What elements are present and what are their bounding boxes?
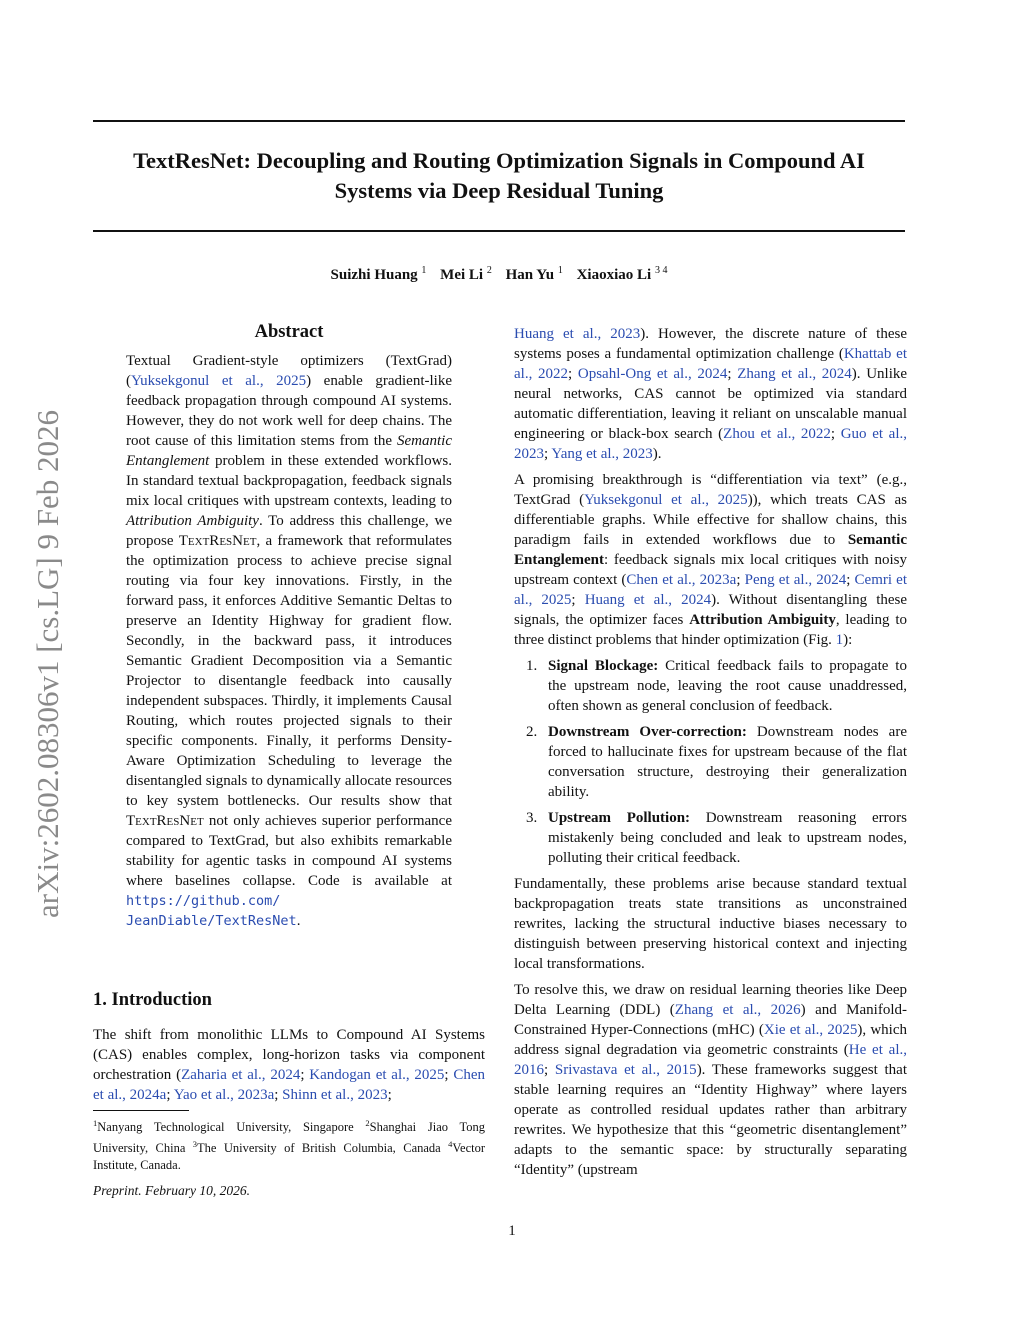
affiliation-footnote: $^1$Nanyang Technological University, Singapore $^2$Shanghai Jiao Tong University, China $^3$The University of British Columbia, Canada $^4$Vector Institute, Canada.: [93, 1118, 486, 1173]
author: Xiaoxiao Li $^{3 4}$: [576, 265, 668, 283]
author: Han Yu $^1$: [505, 265, 563, 283]
method-name: TextResNet: [126, 813, 204, 829]
citation-link[interactable]: Zaharia et al., 2024: [181, 1067, 301, 1083]
introduction-heading: 1. Introduction: [93, 990, 212, 1010]
citation-link[interactable]: Yuksekgonul et al., 2025: [584, 492, 748, 508]
citation-link[interactable]: Shinn et al., 2023: [282, 1087, 388, 1103]
code-url-link[interactable]: https://github.com/: [126, 893, 281, 909]
abstract-text: Textual Gradient-style optimizers (TextGrad) (Yuksekgonul et al., 2025) enable gradient-like feedback propagation through compound AI systems. However, they do not work well for deep chains. The root cause of this limitation stems from the Semantic Entanglement problem in these extended workflows. In standard textual backpropagation, feedback signals mix local critiques with upstream contexts, leading to Attribution Ambiguity. To address this challenge, we propose TextResNet, a framework that reformulates the optimization process to achieve precise signal routing via four key innovations. Firstly, in the forward pass, it enforces Additive Semantic Deltas to preserve an Identity Highway for gradient flow. Secondly, in the backward pass, it introduces Semantic Gradient Decomposition via a Semantic Projector to disentangle feedback into causally independent subspaces. Thirdly, it implements Causal Routing, which routes projected signals to their specific components. Finally, it performs Density-Aware Optimization Scheduling to leverage the disentangled signals to dynamically allocate resources to key system bottlenecks. Our results show that TextResNet not only achieves superior performance compared to TextGrad, but also exhibits remarkable stability for agentic tasks in compound AI systems where baselines collapse. Code is available at https://github.com/ JeanDiable/TextResNet.: [126, 353, 452, 929]
citation-link[interactable]: Yao et al., 2023a: [173, 1087, 275, 1103]
citation-link[interactable]: Chen et al., 2023a: [626, 572, 737, 588]
citation-link[interactable]: Zhang et al., 2026: [674, 1002, 801, 1018]
author-list: [93, 265, 905, 284]
problem-list: [514, 656, 907, 868]
citation-link[interactable]: Zhou et al., 2022: [723, 426, 831, 442]
page-number: 1: [508, 1223, 516, 1239]
citation-link[interactable]: Kandogan et al., 2025: [309, 1067, 445, 1083]
title-line-2: Systems via Deep Residual Tuning: [334, 178, 664, 203]
list-item: 1. Signal Blockage: Critical feedback fails to propagate to the upstream node, leaving the root cause unaddressed, often shown as general conclusion of feedback.: [526, 658, 907, 714]
list-item: 3. Upstream Pollution: Downstream reasoning errors mistakenly being concluded and leak to upstream nodes, polluting their critical feedback.: [526, 810, 907, 866]
author: Mei Li $^2$: [440, 265, 492, 283]
introduction-section: [93, 988, 485, 1105]
right-column: [514, 324, 907, 1186]
list-item: 2. Downstream Over-correction: Downstream nodes are forced to hallucinate fixes for upstream because of the flat conversation structure, destroying their generalization ability.: [526, 724, 907, 800]
citation-link[interactable]: Peng et al., 2024: [744, 572, 847, 588]
abstract-section: [126, 320, 452, 931]
citation-link[interactable]: Opsahl-Ong et al., 2024: [577, 366, 728, 382]
author: Suizhi Huang $^1$: [330, 265, 427, 283]
citation-link[interactable]: He et al., 2016: [514, 1042, 908, 1078]
citation-link[interactable]: Huang et al., 2024: [584, 592, 712, 608]
footnote-rule: [93, 1110, 189, 1111]
citation-link[interactable]: Chen et al., 2024a: [93, 1067, 485, 1103]
paragraph: To resolve this, we draw on residual learning theories like Deep Delta Learning (DDL) (Zhang et al., 2026) and Manifold-Constrained Hyper-Connections (mHC) (Xie et al., 2025), which address signal degradation via geometric constraints (He et al., 2016; Srivastava et al., 2015). These frameworks suggest that stable learning requires an “Identity Highway” where layers operate as controlled residual updates rather than arbitrary rewrites. We hypothesize that this “geometric disentanglement” adapts to the semantic space: by structurally separating “Identity” (upstream: [514, 982, 908, 1178]
citation-link[interactable]: Zhang et al., 2024: [737, 366, 852, 382]
title-rule-top: [93, 120, 905, 122]
citation-link[interactable]: Xie et al., 2025: [763, 1022, 858, 1038]
citation-link[interactable]: Huang et al., 2023: [514, 326, 641, 342]
citation-link[interactable]: Cemri et al., 2025: [514, 572, 907, 608]
paragraph: A promising breakthrough is “differentiation via text” (e.g., TextGrad (Yuksekgonul et al., 2025)), which treats CAS as differentiable graphs. While effective for shallow chains, this paradigm fails in extended workflows due to Semantic Entanglement: feedback signals mix local critiques with noisy upstream context (Chen et al., 2023a; Peng et al., 2024; Cemri et al., 2025; Huang et al., 2024). Without disentangling these signals, the optimizer faces Attribution Ambiguity, leading to three distinct problems that hinder optimization (Fig. 1):: [514, 472, 908, 648]
method-name: TextResNet: [178, 533, 257, 549]
paper-title: [93, 146, 905, 206]
citation-link[interactable]: Guo et al., 2023: [514, 426, 907, 462]
title-line-1: TextResNet: Decoupling and Routing Optimization Signals in Compound AI: [133, 148, 865, 173]
abstract-heading: Abstract: [254, 322, 324, 342]
citation-link[interactable]: Yang et al., 2023: [551, 446, 653, 462]
code-url-link[interactable]: JeanDiable/TextResNet: [126, 913, 297, 929]
citation-link[interactable]: Srivastava et al., 2015: [554, 1062, 697, 1078]
paragraph: Huang et al., 2023). However, the discrete nature of these systems poses a fundamental optimization challenge (Khattab et al., 2022; Opsahl-Ong et al., 2024; Zhang et al., 2024). Unlike neural networks, CAS cannot be optimized via standard automatic differentiation, leaving it reliant on unscalable manual engineering or black-box search (Zhou et al., 2022; Guo et al., 2023; Yang et al., 2023).: [514, 326, 908, 462]
citation-link[interactable]: Yuksekgonul et al., 2025: [131, 373, 307, 389]
paragraph: Fundamentally, these problems arise because standard textual backpropagation treats state transitions as unconstrained rewrites, lacking the structural inductive biases necessary to distinguish between preserving historical context and injecting local transformations.: [514, 876, 907, 972]
figure-link[interactable]: 1: [835, 632, 844, 648]
arxiv-stamp: arXiv:2602.08306v1 [cs.LG] 9 Feb 2026: [30, 410, 65, 918]
title-rule-bottom: [93, 230, 905, 232]
introduction-text: The shift from monolithic LLMs to Compound AI Systems (CAS) enables complex, long-horizon tasks via component orchestration (Zaharia et al., 2024; Kandogan et al., 2025; Chen et al., 2024a; Yao et al., 2023a; Shinn et al., 2023;: [93, 1027, 485, 1103]
preprint-note: Preprint. February 10, 2026.: [93, 1183, 250, 1198]
citation-link[interactable]: Khattab et al., 2022: [514, 346, 908, 382]
